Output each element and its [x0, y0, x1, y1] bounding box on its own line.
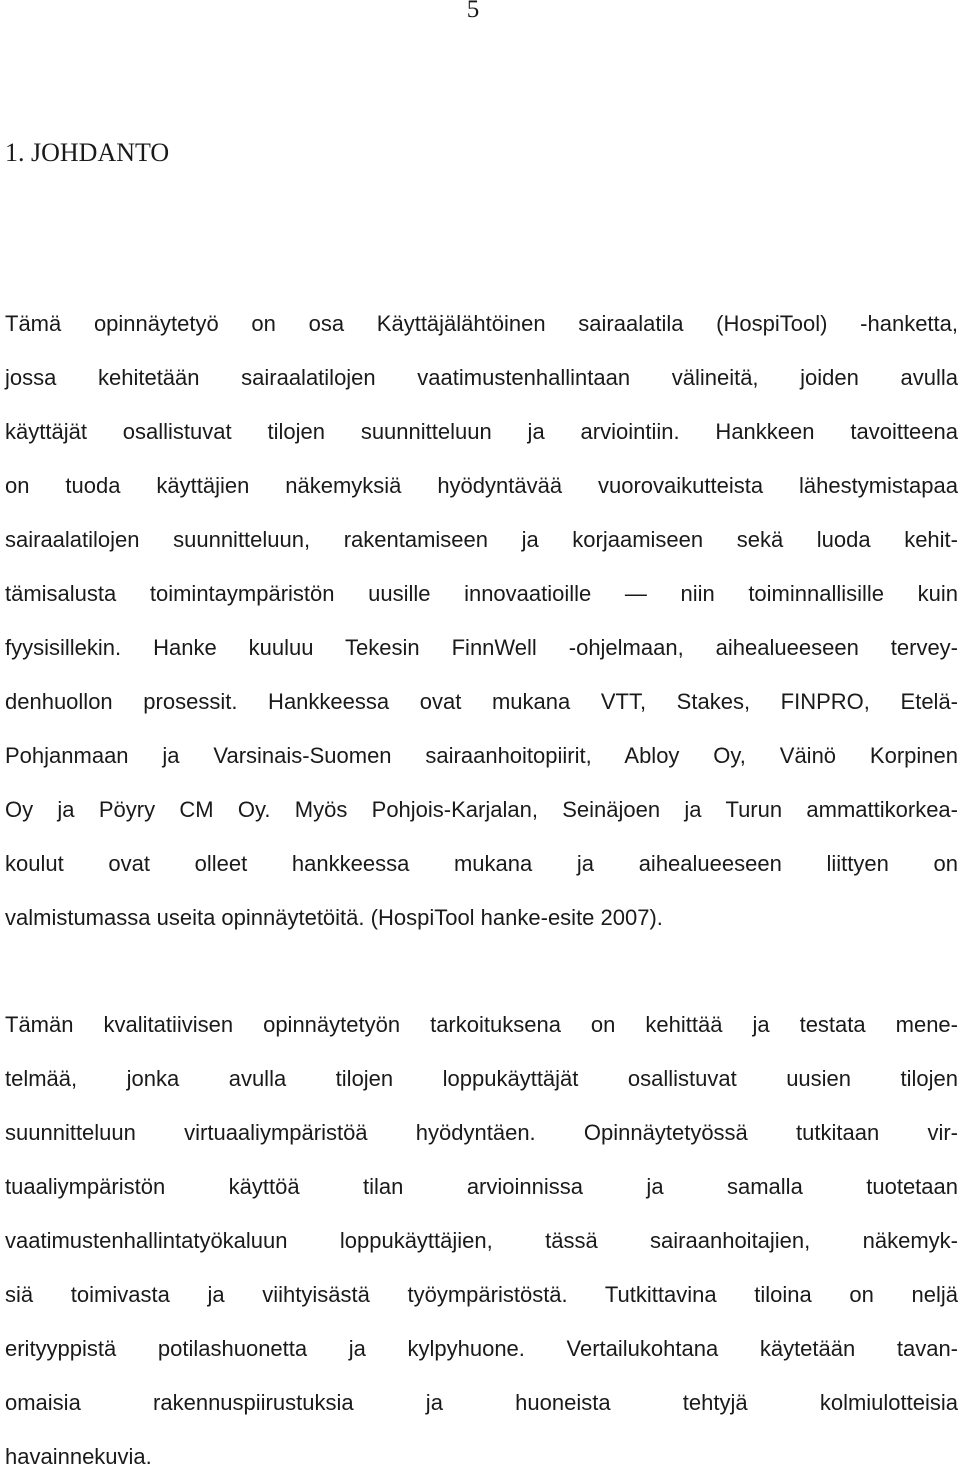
text-line: käyttäjät osallistuvat tilojen suunnitteluun ja arviointiin. Hankkeen tavoitteena — [5, 419, 958, 444]
text-line: siä toimivasta ja viihtyisästä työympäristöstä. Tutkittavina tiloina on neljä — [5, 1282, 958, 1307]
page-number: 5 — [466, 0, 480, 23]
text-line: erityyppistä potilashuonetta ja kylpyhuone. Vertailukohtana käytetään tavan- — [5, 1336, 958, 1361]
text-line: Tämän kvalitatiivisen opinnäytetyön tarkoituksena on kehittää ja testata mene- — [5, 1012, 958, 1037]
text-line: suunnitteluun virtuaaliympäristöä hyödyntäen. Opinnäytetyössä tutkitaan vir- — [5, 1120, 958, 1145]
text-line: jossa kehitetään sairaalatilojen vaatimustenhallintaan välineitä, joiden avulla — [5, 365, 958, 390]
text-line: valmistumassa useita opinnäytetöitä. (HospiTool hanke-esite 2007). — [5, 905, 663, 930]
text-line: sairaalatilojen suunnitteluun, rakentamiseen ja korjaamiseen sekä luoda kehit- — [5, 527, 958, 552]
text-line: fyysisillekin. Hanke kuuluu Tekesin FinnWell -ohjelmaan, aihealueeseen tervey- — [5, 635, 958, 660]
text-line: denhuollon prosessit. Hankkeessa ovat mukana VTT, Stakes, FINPRO, Etelä- — [5, 689, 958, 714]
text-line: tämisalusta toimintaympäristön uusille innovaatioille ― niin toiminnallisille kuin — [5, 581, 958, 606]
text-line: omaisia rakennuspiirustuksia ja huoneista tehtyjä kolmiulotteisia — [5, 1390, 958, 1415]
chapter-heading: 1. JOHDANTO — [5, 138, 170, 167]
text-line: on tuoda käyttäjien näkemyksiä hyödyntävää vuorovaikutteista lähestymistapaa — [5, 473, 958, 498]
purpose-paragraph — [5, 998, 958, 1484]
text-line: Pohjanmaan ja Varsinais-Suomen sairaanhoitopiirit, Abloy Oy, Väinö Korpinen — [5, 743, 958, 768]
text-line: koulut ovat olleet hankkeessa mukana ja aihealueeseen liittyen on — [5, 851, 958, 876]
text-line: tuaaliympäristön käyttöä tilan arvioinnissa ja samalla tuotetaan — [5, 1174, 958, 1199]
text-line: vaatimustenhallintatyökaluun loppukäyttäjien, tässä sairaanhoitajien, näkemyk- — [5, 1228, 958, 1253]
text-line: Tämä opinnäytetyö on osa Käyttäjälähtöinen sairaalatila (HospiTool) -hanketta, — [5, 311, 958, 336]
text-line: telmää, jonka avulla tilojen loppukäyttäjät osallistuvat uusien tilojen — [5, 1066, 958, 1091]
text-line: Oy ja Pöyry CM Oy. Myös Pohjois-Karjalan, Seinäjoen ja Turun ammattikorkea- — [5, 797, 958, 822]
text-line: havainnekuvia. — [5, 1444, 152, 1469]
intro-paragraph — [5, 297, 958, 945]
